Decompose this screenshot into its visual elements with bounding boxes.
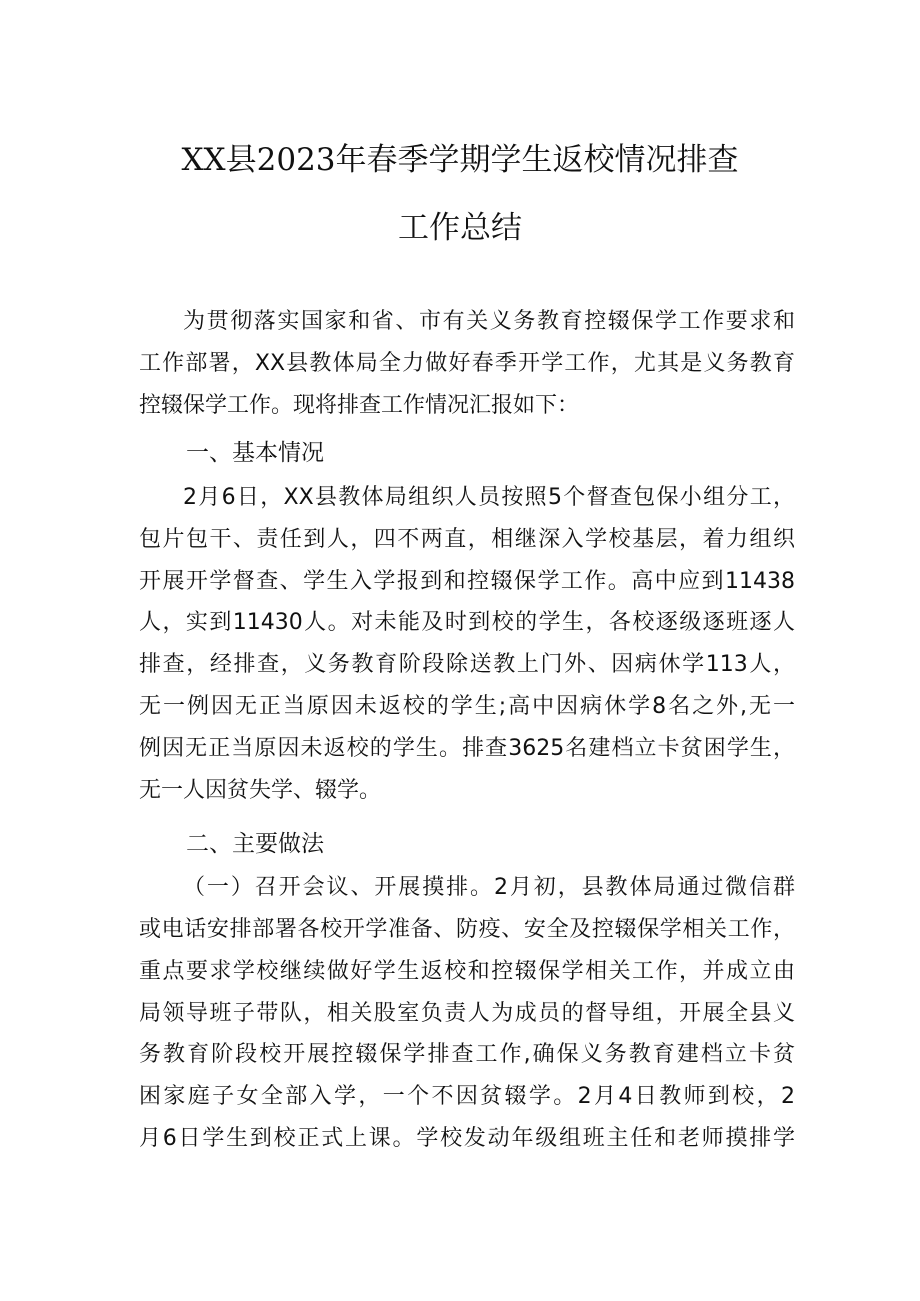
paragraph-line: 困家庭子女全部入学，一个不因贫辍学。2月4日教师到校，2 — [139, 1084, 795, 1109]
paragraph-line: 控辍保学工作。现将排查工作情况汇报如下： — [139, 393, 580, 418]
paragraph-line: 为贯彻落实国家和省、市有关义务教育控辍保学工作要求和 — [183, 309, 795, 334]
document-title-line-1: XX县2023年春季学期学生返校情况排查 — [181, 142, 739, 178]
paragraph-line: 工作部署，XX县教体局全力做好春季开学工作，尤其是义务教育 — [139, 351, 795, 376]
section-heading: 二、主要做法 — [186, 831, 324, 857]
paragraph-line: 包片包干、责任到人，四不两直，相继深入学校基层，着力组织 — [139, 527, 795, 552]
document-title-line-2: 工作总结 — [398, 210, 522, 246]
section-heading: 一、基本情况 — [186, 440, 324, 466]
paragraph-line: 排查，经排查，义务教育阶段除送教上门外、因病休学113人， — [139, 652, 795, 677]
paragraph-line: 例因无正当原因未返校的学生。排查3625名建档立卡贫困学生， — [139, 736, 795, 761]
paragraph-line: （一）召开会议、开展摸排。2月初，县教体局通过微信群 — [183, 875, 795, 900]
paragraph-line: 或电话安排部署各校开学准备、防疫、安全及控辍保学相关工作， — [139, 917, 795, 942]
paragraph-line: 无一人因贫失学、辍学。 — [139, 778, 382, 803]
paragraph-line: 2月6日，XX县教体局组织人员按照5个督查包保小组分工， — [183, 485, 795, 510]
paragraph-line: 无一例因无正当原因未返校的学生;高中因病休学8名之外,无一 — [139, 694, 795, 719]
paragraph-line: 人，实到11430人。对未能及时到校的学生，各校逐级逐班逐人 — [139, 610, 795, 635]
paragraph-line: 开展开学督查、学生入学报到和控辍保学工作。高中应到11438 — [139, 569, 795, 594]
paragraph-line: 重点要求学校继续做好学生返校和控辍保学相关工作，并成立由 — [139, 959, 795, 984]
paragraph-line: 务教育阶段校开展控辍保学排查工作,确保义务教育建档立卡贫 — [139, 1042, 795, 1067]
paragraph-line: 局领导班子带队，相关股室负责人为成员的督导组，开展全县义 — [139, 1001, 795, 1026]
paragraph-line: 月6日学生到校正式上课。学校发动年级组班主任和老师摸排学 — [139, 1126, 795, 1151]
